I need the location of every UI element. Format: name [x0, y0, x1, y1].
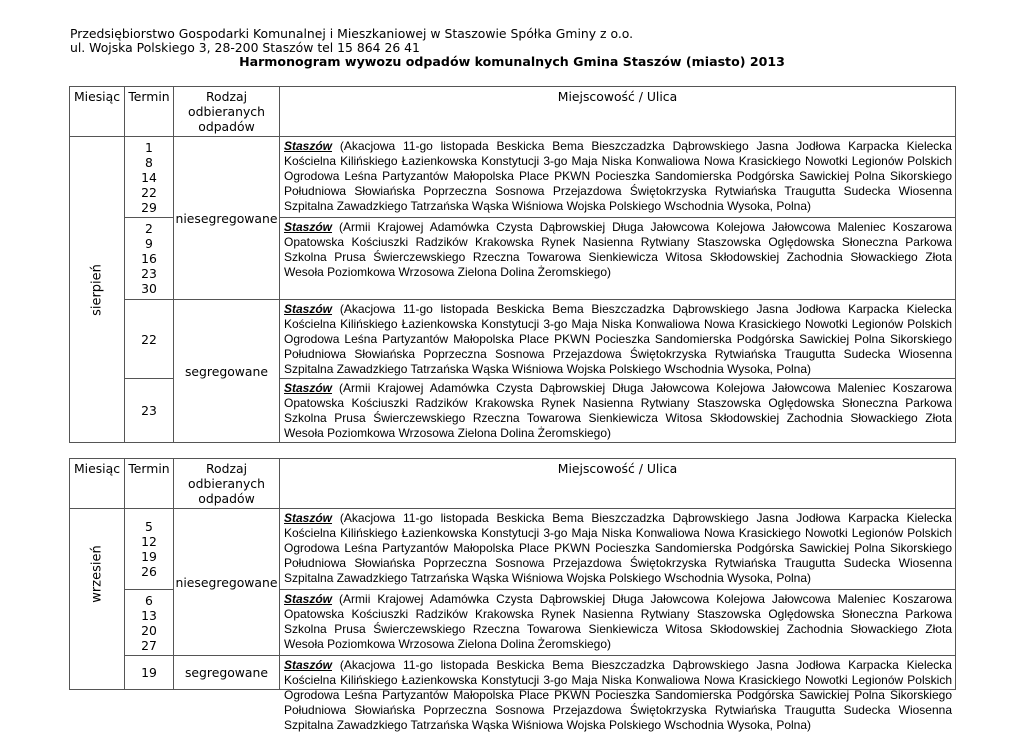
table-header-row [70, 459, 956, 509]
month-cell: sierpień [70, 137, 125, 443]
table-row [70, 656, 956, 690]
month-cell: wrzesień [70, 509, 125, 690]
kind-cell: niesegregowane [174, 509, 280, 656]
company-name: Przedsiębiorstwo Gospodarki Komunalnej i Mieszkaniowej w Staszowie Spółka Gminy z o.o. [70, 26, 634, 41]
col-header-term: Termin [125, 459, 174, 509]
table-row [70, 509, 956, 590]
col-header-term: Termin [125, 87, 174, 137]
col-header-place: Miejscowość / Ulica [280, 87, 956, 137]
kind-cell: segregowane [174, 656, 280, 690]
kind-cell: segregowane [174, 300, 280, 443]
streets-cell: Staszów (Armii Krajowej Adamówka Czysta Dąbrowskiej Długa Jałowcowa Kolejowa Jałowcowa Maleniec Koszarowa Opatowska Kościuszki Radzików Krakowska Rynek Nasienna Rytwiany Staszowska Oględowska Słoneczna Parkowa Szkolna Prusa Świerczewskiego Rzeczna Towarowa Sienkiewicza Witosa Skłodowskiej Zachodnia Słowackiego Złota Wesoła Poziomkowa Wrzosowa Zielona Dolina Żeromskiego) [280, 218, 956, 300]
dates-cell: 22 [125, 300, 174, 379]
streets-cell: Staszów (Armii Krajowej Adamówka Czysta Dąbrowskiej Długa Jałowcowa Kolejowa Jałowcowa Maleniec Koszarowa Opatowska Kościuszki Radzików Krakowska Rynek Nasienna Rytwiany Staszowska Oględowska Słoneczna Parkowa Szkolna Prusa Świerczewskiego Rzeczna Towarowa Sienkiewicza Witosa Skłodowskiej Zachodnia Słowackiego Złota Wesoła Poziomkowa Wrzosowa Zielona Dolina Żeromskiego) [280, 379, 956, 443]
streets-cell: Staszów (Akacjowa 11-go listopada Beskicka Bema Bieszczadzka Dąbrowskiego Jasna Jodłowa Karpacka Kielecka Kościelna Kilińskiego Łazienkowska Konstytucji 3-go Maja Niska Konwaliowa Nowa Krasickiego Nowotki Legionów Polskich Ogrodowa Leśna Partyzantów Małopolska Place PKWN Pocieszka Sandomierska Podgórska Sawickiej Polna Sikorskiego Południowa Słowiańska Poprzeczna Sosnowa Przejazdowa Świętokrzyska Rytwiańska Traugutta Sudecka Wiosenna Szpitalna Zawadzkiego Tatrzańska Wąska Wiśniowa Wojska Polskiego Wschodnia Wysoka, Polna) [280, 509, 956, 590]
table-header-row [70, 87, 956, 137]
col-header-kind: Rodzaj odbieranych odpadów [174, 459, 280, 509]
col-header-kind: Rodzaj odbieranych odpadów [174, 87, 280, 137]
streets-cell: Staszów (Akacjowa 11-go listopada Beskicka Bema Bieszczadzka Dąbrowskiego Jasna Jodłowa Karpacka Kielecka Kościelna Kilińskiego Łazienkowska Konstytucji 3-go Maja Niska Konwaliowa Nowa Krasickiego Nowotki Legionów Polskich Ogrodowa Leśna Partyzantów Małopolska Place PKWN Pocieszka Sandomierska Podgórska Sawickiej Polna Sikorskiego Południowa Słowiańska Poprzeczna Sosnowa Przejazdowa Świętokrzyska Rytwiańska Traugutta Sudecka Wiosenna Szpitalna Zawadzkiego Tatrzańska Wąska Wiśniowa Wojska Polskiego Wschodnia Wysoka, Polna) [280, 137, 956, 218]
dates-cell: 5 12 19 26 [125, 509, 174, 590]
dates-cell: 6 13 20 27 [125, 590, 174, 656]
dates-cell: 23 [125, 379, 174, 443]
table-row [70, 300, 956, 379]
streets-cell: Staszów (Akacjowa 11-go listopada Beskicka Bema Bieszczadzka Dąbrowskiego Jasna Jodłowa Karpacka Kielecka Kościelna Kilińskiego Łazienkowska Konstytucji 3-go Maja Niska Konwaliowa Nowa Krasickiego Nowotki Legionów Polskich Ogrodowa Leśna Partyzantów Małopolska Place PKWN Pocieszka Sandomierska Podgórska Sawickiej Polna Sikorskiego Południowa Słowiańska Poprzeczna Sosnowa Przejazdowa Świętokrzyska Rytwiańska Traugutta Sudecka Wiosenna Szpitalna Zawadzkiego Tatrzańska Wąska Wiśniowa Wojska Polskiego Wschodnia Wysoka, Polna) [280, 300, 956, 379]
page-title: Harmonogram wywozu odpadów komunalnych Gmina Staszów (miasto) 2013 [239, 54, 785, 69]
dates-cell: 2 9 16 23 30 [125, 218, 174, 300]
schedule-table-august [69, 86, 956, 443]
dates-cell: 1 8 14 22 29 [125, 137, 174, 218]
kind-cell: niesegregowane [174, 137, 280, 300]
col-header-month: Miesiąc [70, 87, 125, 137]
streets-cell: Staszów (Armii Krajowej Adamówka Czysta Dąbrowskiej Długa Jałowcowa Kolejowa Jałowcowa Maleniec Koszarowa Opatowska Kościuszki Radzików Krakowska Rynek Nasienna Rytwiany Staszowska Oględowska Słoneczna Parkowa Szkolna Prusa Świerczewskiego Rzeczna Towarowa Sienkiewicza Witosa Skłodowskiej Zachodnia Słowackiego Złota Wesoła Poziomkowa Wrzosowa Zielona Dolina Żeromskiego) [280, 590, 956, 656]
company-address: ul. Wojska Polskiego 3, 28-200 Staszów tel 15 864 26 41 [70, 40, 420, 55]
dates-cell: 19 [125, 656, 174, 690]
streets-cell: Staszów (Akacjowa 11-go listopada Beskicka Bema Bieszczadzka Dąbrowskiego Jasna Jodłowa Karpacka Kielecka Kościelna Kilińskiego Łazienkowska Konstytucji 3-go Maja Niska Konwaliowa Nowa Krasickiego Nowotki Legionów Polskich Ogrodowa Leśna Partyzantów Małopolska Place PKWN Pocieszka Sandomierska Podgórska Sawickiej Polna Sikorskiego Południowa Słowiańska Poprzeczna Sosnowa Przejazdowa Świętokrzyska Rytwiańska Traugutta Sudecka Wiosenna Szpitalna Zawadzkiego Tatrzańska Wąska Wiśniowa Wojska Polskiego Wschodnia Wysoka, Polna) [280, 656, 956, 690]
col-header-place: Miejscowość / Ulica [280, 459, 956, 509]
col-header-month: Miesiąc [70, 459, 125, 509]
table-row [70, 137, 956, 218]
schedule-table-september [69, 458, 956, 732]
